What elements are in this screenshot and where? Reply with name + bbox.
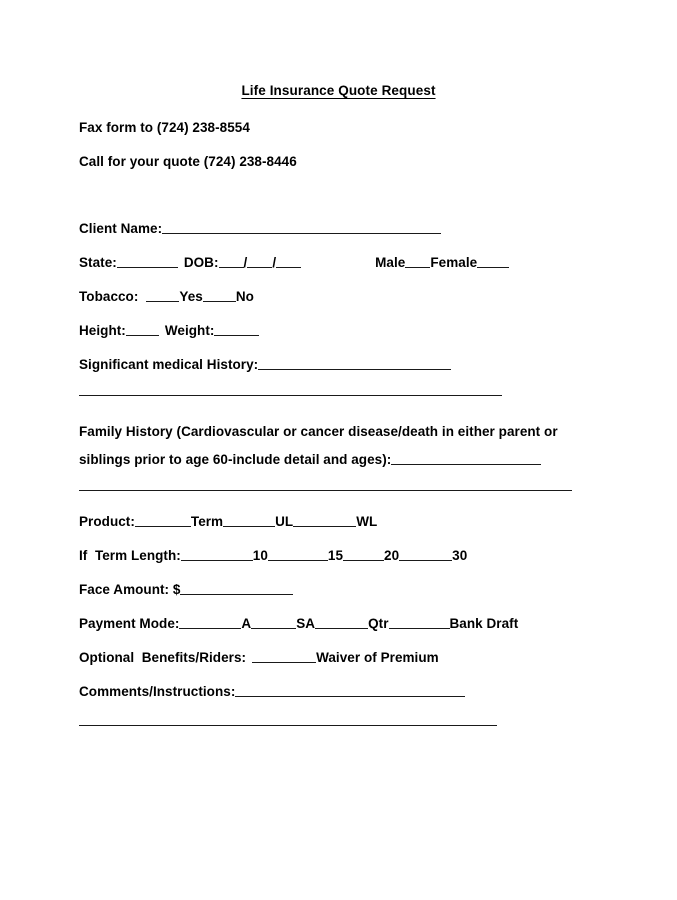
term-10-label: 10	[252, 548, 268, 563]
fax-instruction-line: Fax form to (724) 238-8554	[79, 120, 250, 135]
tobacco-no-blank[interactable]	[203, 290, 236, 302]
term-30-label: 30	[452, 548, 468, 563]
page-title-text: Life Insurance Quote Request	[241, 83, 436, 98]
family-history-row	[79, 418, 599, 474]
weight-blank[interactable]	[214, 324, 259, 336]
payment-mode-row	[79, 614, 518, 634]
tobacco-row	[79, 287, 254, 307]
term-15-blank[interactable]	[268, 549, 328, 561]
dob-month-blank[interactable]	[219, 256, 244, 268]
product-term-label: Term	[190, 514, 224, 529]
comments-blank[interactable]	[235, 685, 465, 697]
male-blank[interactable]	[405, 256, 430, 268]
state-blank[interactable]	[117, 256, 178, 268]
family-history-label: Family History (Cardiovascular or cancer disease/death in either parent or siblings prior to age 60-include detail and ages):	[79, 424, 558, 467]
medical-history-label: Significant medical History:	[79, 357, 259, 372]
dob-separator-2: /	[272, 255, 277, 270]
payment-quarterly-label: Qtr	[368, 616, 389, 631]
tobacco-yes-blank[interactable]	[146, 290, 179, 302]
medical-history-continuation-rule[interactable]	[79, 395, 502, 396]
female-blank[interactable]	[477, 256, 509, 268]
face-amount-label: Face Amount: $	[79, 582, 181, 597]
riders-waiver-blank[interactable]	[252, 651, 316, 663]
male-label: Male	[375, 255, 406, 270]
payment-semiannual-blank[interactable]	[251, 617, 296, 629]
riders-waiver-label: Waiver of Premium	[316, 650, 439, 665]
family-history-blank[interactable]	[391, 453, 541, 465]
product-ul-blank[interactable]	[223, 515, 275, 527]
term-30-blank[interactable]	[399, 549, 452, 561]
riders-label: Optional Benefits/Riders:	[79, 650, 247, 665]
dob-separator-1: /	[243, 255, 248, 270]
riders-row	[79, 648, 439, 668]
product-label: Product:	[79, 514, 135, 529]
term-10-blank[interactable]	[181, 549, 253, 561]
height-label: Height:	[79, 323, 126, 338]
state-label: State:	[79, 255, 117, 270]
face-amount-row	[79, 580, 293, 600]
product-term-blank[interactable]	[135, 515, 191, 527]
comments-continuation-rule[interactable]	[79, 725, 497, 726]
comments-row	[79, 682, 465, 702]
face-amount-blank[interactable]	[180, 583, 293, 595]
payment-annual-blank[interactable]	[179, 617, 241, 629]
comments-label: Comments/Instructions:	[79, 684, 236, 699]
state-dob-gender-row	[79, 253, 509, 273]
term-length-row	[79, 546, 467, 566]
tobacco-label: Tobacco:	[79, 289, 139, 304]
term-20-label: 20	[384, 548, 400, 563]
page-title	[0, 83, 677, 98]
term-length-label: If Term Length:	[79, 548, 181, 563]
product-ul-label: UL	[275, 514, 294, 529]
payment-quarterly-blank[interactable]	[315, 617, 368, 629]
payment-bank-draft-blank[interactable]	[389, 617, 450, 629]
dob-label: DOB:	[183, 255, 219, 270]
client-name-blank[interactable]	[162, 222, 441, 234]
weight-label: Weight:	[164, 323, 215, 338]
payment-semiannual-label: SA	[296, 616, 316, 631]
product-wl-label: WL	[356, 514, 378, 529]
product-wl-blank[interactable]	[293, 515, 356, 527]
dob-year-blank[interactable]	[276, 256, 301, 268]
dob-day-blank[interactable]	[247, 256, 272, 268]
client-name-row	[79, 219, 441, 239]
tobacco-yes-label: Yes	[179, 289, 203, 304]
call-instruction-line: Call for your quote (724) 238-8446	[79, 154, 297, 169]
family-history-continuation-rule[interactable]	[79, 490, 572, 491]
medical-history-row	[79, 355, 451, 375]
height-weight-row	[79, 321, 259, 341]
payment-mode-label: Payment Mode:	[79, 616, 180, 631]
term-15-label: 15	[327, 548, 344, 563]
medical-history-blank[interactable]	[258, 358, 451, 370]
height-blank[interactable]	[126, 324, 159, 336]
payment-bank-draft-label: Bank Draft	[449, 616, 519, 631]
client-name-label: Client Name:	[79, 221, 163, 236]
product-row	[79, 512, 377, 532]
term-20-blank[interactable]	[343, 549, 384, 561]
payment-annual-label: A	[241, 616, 252, 631]
tobacco-no-label: No	[235, 289, 254, 304]
female-label: Female	[430, 255, 478, 270]
